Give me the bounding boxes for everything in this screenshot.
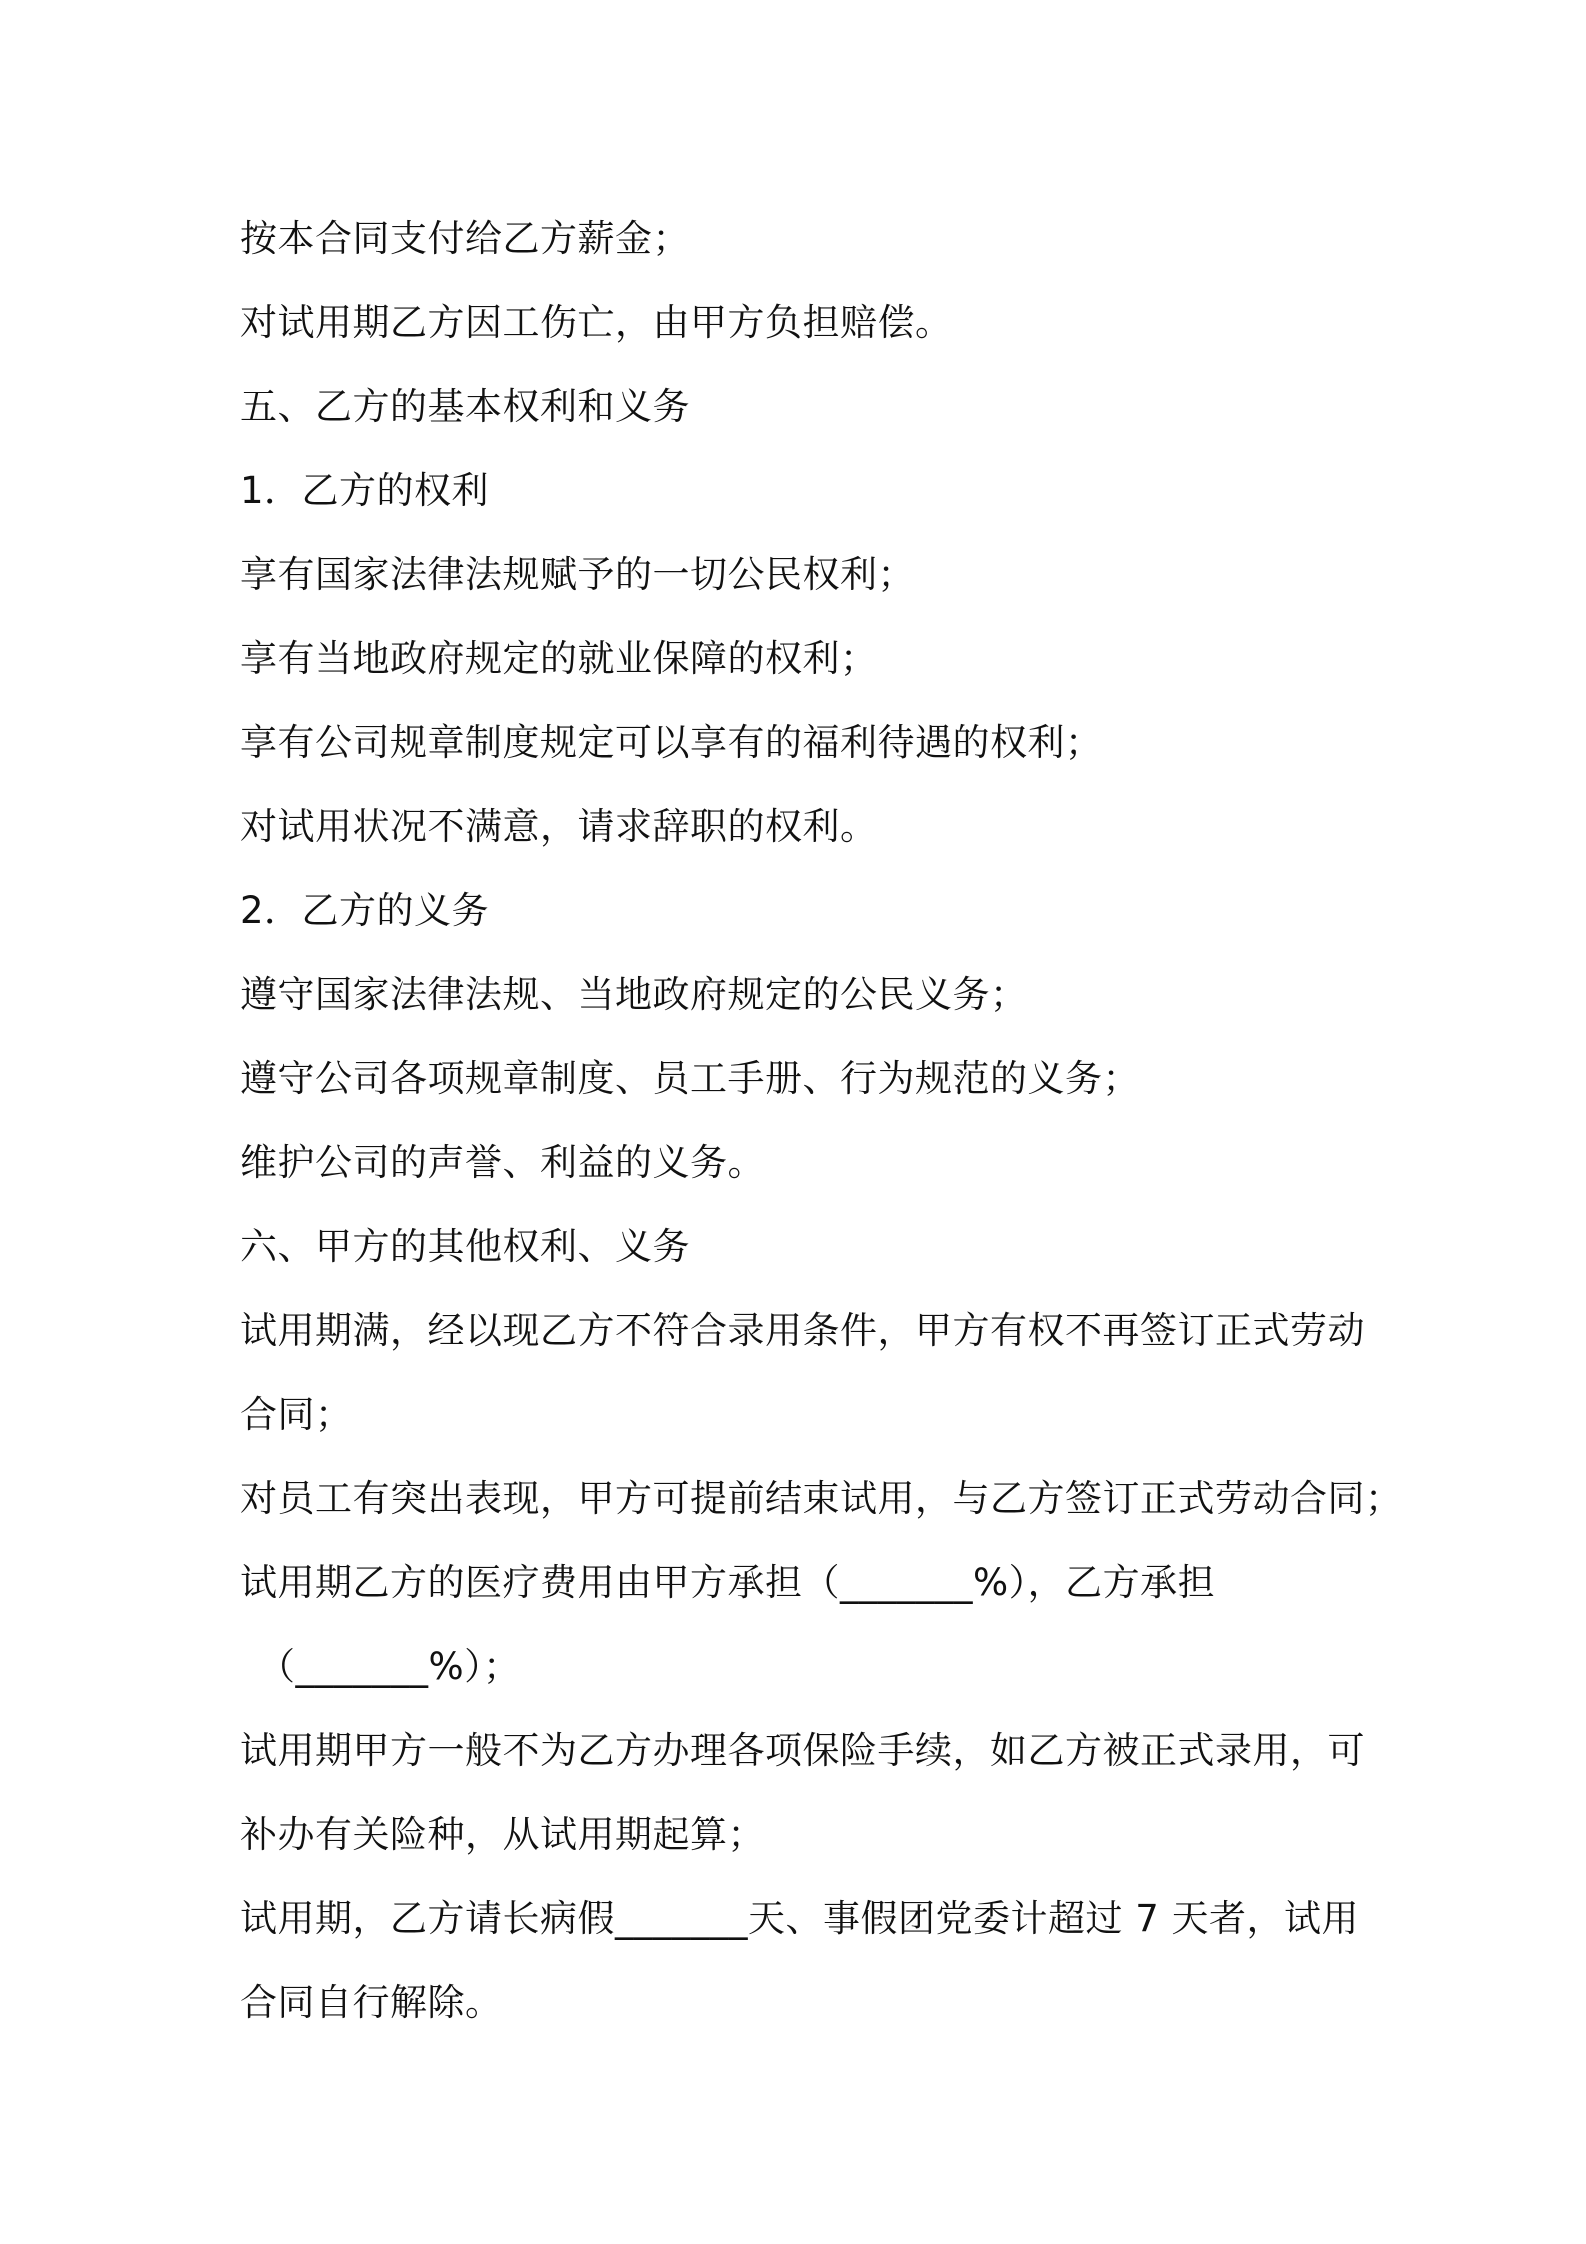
- text-line: 享有当地政府规定的就业保障的权利；: [240, 637, 878, 680]
- subsection-heading: 1．乙方的权利: [240, 469, 490, 512]
- text-line: 遵守国家法律法规、当地政府规定的公民义务；: [240, 973, 1028, 1016]
- section-heading: 六、甲方的其他权利、义务: [240, 1225, 690, 1268]
- text-line: 享有公司规章制度规定可以享有的福利待遇的权利；: [240, 721, 1103, 764]
- text-line: （_______%）；: [258, 1645, 521, 1688]
- text-line: 对试用状况不满意，请求辞职的权利。: [240, 805, 878, 848]
- text-line: 按本合同支付给乙方薪金；: [240, 217, 690, 260]
- text-line: 合同自行解除。: [240, 1981, 503, 2024]
- text-line: 维护公司的声誉、利益的义务。: [240, 1141, 765, 1184]
- text-line: 对员工有突出表现，甲方可提前结束试用，与乙方签订正式劳动合同；: [240, 1477, 1403, 1520]
- text-line: 试用期甲方一般不为乙方办理各项保险手续，如乙方被正式录用，可: [240, 1729, 1365, 1772]
- text-line: 遵守公司各项规章制度、员工手册、行为规范的义务；: [240, 1057, 1140, 1100]
- text-line: 合同；: [240, 1393, 353, 1436]
- text-line: 享有国家法律法规赋予的一切公民权利；: [240, 553, 915, 596]
- text-line: 对试用期乙方因工伤亡，由甲方负担赔偿。: [240, 301, 953, 344]
- section-heading: 五、乙方的基本权利和义务: [240, 385, 690, 428]
- text-line: 试用期乙方的医疗费用由甲方承担（_______%），乙方承担: [240, 1561, 1216, 1604]
- document-body: [240, 197, 1403, 2045]
- text-line: 试用期满，经以现乙方不符合录用条件，甲方有权不再签订正式劳动: [240, 1309, 1365, 1352]
- text-line: 试用期，乙方请长病假_______天、事假团党委计超过 7 天者，试用: [240, 1897, 1360, 1940]
- text-line: 补办有关险种，从试用期起算；: [240, 1813, 765, 1856]
- subsection-heading: 2．乙方的义务: [240, 889, 490, 932]
